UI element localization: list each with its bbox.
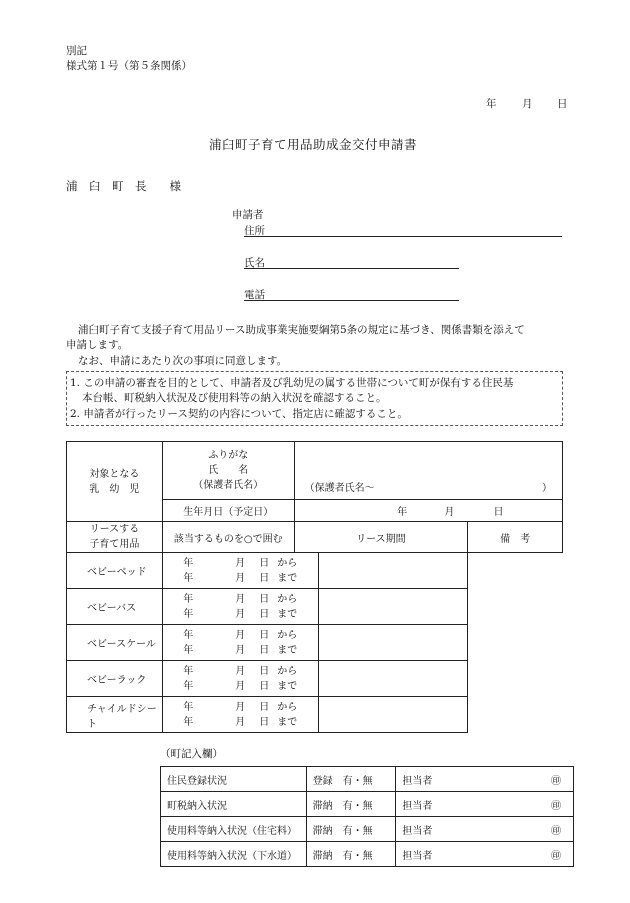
infant-label-1: 対象となる (89, 468, 140, 480)
date-month: 月 (522, 98, 533, 110)
check-item: 住民登録状況 (161, 767, 307, 792)
application-table (66, 441, 563, 733)
items-label-2: 子育て用品 (89, 539, 140, 550)
address-label: 住所 (244, 225, 265, 237)
address-field[interactable] (244, 236, 562, 237)
lease-period-field[interactable] (162, 625, 318, 661)
seal-icon: ㊞ (551, 800, 561, 812)
infant-label-cell (67, 442, 163, 522)
item-name[interactable]: チャイルドシート (67, 697, 163, 733)
remarks-field[interactable] (318, 589, 468, 625)
lease-period-field[interactable] (162, 697, 318, 733)
item-name[interactable]: ベビーラック (67, 661, 163, 697)
check-status[interactable]: 登録 有・無 (306, 767, 396, 792)
period-day: 日 (259, 665, 270, 677)
period-day: 日 (259, 644, 270, 656)
period-month: 月 (235, 608, 246, 620)
seal-icon: ㊞ (551, 825, 561, 837)
period-day: 日 (259, 716, 270, 728)
check-status[interactable]: 滞納 有・無 (306, 792, 396, 817)
col-remarks-header: 備 考 (468, 522, 563, 553)
period-day: 日 (259, 557, 270, 569)
guardian-field-close: ） (542, 483, 552, 494)
seal-icon: ㊞ (551, 775, 561, 787)
town-use-label: （町記入欄） (160, 748, 223, 760)
town-use-table (160, 766, 574, 867)
lease-period-field[interactable] (162, 553, 318, 589)
check-status[interactable]: 滞納 有・無 (306, 817, 396, 842)
period-from: から (277, 665, 298, 677)
birth-year: 年 (397, 507, 408, 518)
birth-label: 生年月日（予定日） (162, 500, 294, 522)
period-until: まで (277, 572, 298, 584)
infant-name-field[interactable] (294, 442, 562, 500)
period-month: 月 (235, 593, 246, 605)
period-day: 日 (259, 593, 270, 605)
birth-date-field[interactable] (294, 500, 562, 522)
period-day: 日 (259, 629, 270, 641)
appendix-label: 別記 (66, 45, 87, 57)
period-year: 年 (183, 680, 194, 692)
form-number: 様式第１号（第５条関係） (66, 60, 192, 72)
period-month: 月 (235, 629, 246, 641)
consent-item-1-line1: 1. この申請の審査を目的として、申請者及び乳幼児の属する世帯について町が保有する住民基 (70, 377, 514, 389)
item-name[interactable]: ベビーバス (67, 589, 163, 625)
date-year: 年 (486, 98, 497, 110)
period-month: 月 (235, 557, 246, 569)
period-until: まで (277, 608, 298, 620)
period-year: 年 (183, 716, 194, 728)
period-from: から (277, 701, 298, 713)
phone-label: 電話 (244, 289, 265, 301)
item-row (67, 661, 563, 697)
period-from: から (277, 557, 298, 569)
lease-period-field[interactable] (162, 661, 318, 697)
item-name[interactable]: ベビースケール (67, 625, 163, 661)
body-paragraph-line1: 浦臼町子育て支援子育て用品リース助成事業実施要綱第5条の規定に基づき、関係書類を添えて (78, 324, 525, 336)
seal-icon: ㊞ (551, 850, 561, 862)
period-from: から (277, 593, 298, 605)
check-item: 町税納入状況 (161, 792, 307, 817)
name-header-cell (162, 442, 294, 500)
period-year: 年 (183, 572, 194, 584)
date-day: 日 (557, 98, 568, 110)
check-item: 使用料等納入状況（下水道） (161, 842, 307, 867)
table-row (161, 817, 574, 842)
lease-period-field[interactable] (162, 589, 318, 625)
body-paragraph-line2: 申請します。 (66, 339, 129, 351)
period-month: 月 (235, 665, 246, 677)
staff-field[interactable] (396, 792, 574, 817)
remarks-field[interactable] (318, 697, 468, 733)
agreement-intro: なお、申請にあたり次の事項に同意します。 (78, 355, 288, 367)
item-row (67, 625, 563, 661)
period-month: 月 (235, 644, 246, 656)
period-month: 月 (235, 680, 246, 692)
period-year: 年 (183, 644, 194, 656)
staff-label: 担当者 (402, 775, 433, 787)
period-day: 日 (259, 701, 270, 713)
period-until: まで (277, 644, 298, 656)
staff-label: 担当者 (402, 850, 433, 862)
col-period-header: リース期間 (294, 522, 468, 553)
period-year: 年 (183, 608, 194, 620)
remarks-field[interactable] (318, 625, 468, 661)
period-from: から (277, 629, 298, 641)
phone-field[interactable] (244, 300, 459, 301)
period-month: 月 (235, 572, 246, 584)
period-month: 月 (235, 716, 246, 728)
name-field[interactable] (244, 268, 459, 269)
period-day: 日 (259, 680, 270, 692)
period-year: 年 (183, 557, 194, 569)
staff-field[interactable] (396, 817, 574, 842)
name-header: 氏 名 (208, 465, 249, 476)
remarks-field[interactable] (318, 553, 468, 589)
applicant-label: 申請者 (232, 209, 264, 221)
table-row (161, 842, 574, 867)
item-row (67, 553, 563, 589)
period-until: まで (277, 716, 298, 728)
table-row (161, 792, 574, 817)
items-label-1: リースする (89, 524, 140, 535)
staff-label: 担当者 (402, 800, 433, 812)
period-day: 日 (259, 608, 270, 620)
period-year: 年 (183, 629, 194, 641)
check-status[interactable]: 滞納 有・無 (306, 842, 396, 867)
period-day: 日 (259, 572, 270, 584)
infant-label-2: 乳 幼 児 (89, 483, 140, 495)
remarks-field[interactable] (318, 661, 468, 697)
period-until: まで (277, 680, 298, 692)
name-label: 氏名 (244, 257, 265, 269)
staff-label: 担当者 (402, 825, 433, 837)
guardian-field-open: （保護者氏名～ (304, 483, 375, 494)
check-item: 使用料等納入状況（住宅料） (161, 817, 307, 842)
period-year: 年 (183, 665, 194, 677)
guardian-header: （保護者氏名） (193, 480, 264, 491)
table-row (161, 767, 574, 792)
col-select-header: 該当するものを○で囲む (162, 522, 294, 553)
period-year: 年 (183, 593, 194, 605)
period-month: 月 (235, 701, 246, 713)
period-year: 年 (183, 701, 194, 713)
item-name[interactable]: ベビーベッド (67, 553, 163, 589)
consent-item-1-line2: 本台帳、町税納入状況及び使用料等の納入状況を確認すること。 (82, 392, 387, 404)
items-label-cell (67, 522, 163, 553)
staff-field[interactable] (396, 842, 574, 867)
item-row (67, 697, 563, 733)
page-title: 浦臼町子育て用品助成金交付申請書 (209, 137, 418, 152)
birth-day: 日 (493, 507, 504, 518)
addressee: 浦 臼 町 長 様 (66, 179, 181, 193)
furigana-label: ふりがな (208, 450, 249, 461)
consent-item-2: 2. 申請者が行ったリース契約の内容について、指定店に確認すること。 (70, 408, 408, 420)
staff-field[interactable] (396, 767, 574, 792)
birth-month: 月 (444, 507, 455, 518)
item-row (67, 589, 563, 625)
